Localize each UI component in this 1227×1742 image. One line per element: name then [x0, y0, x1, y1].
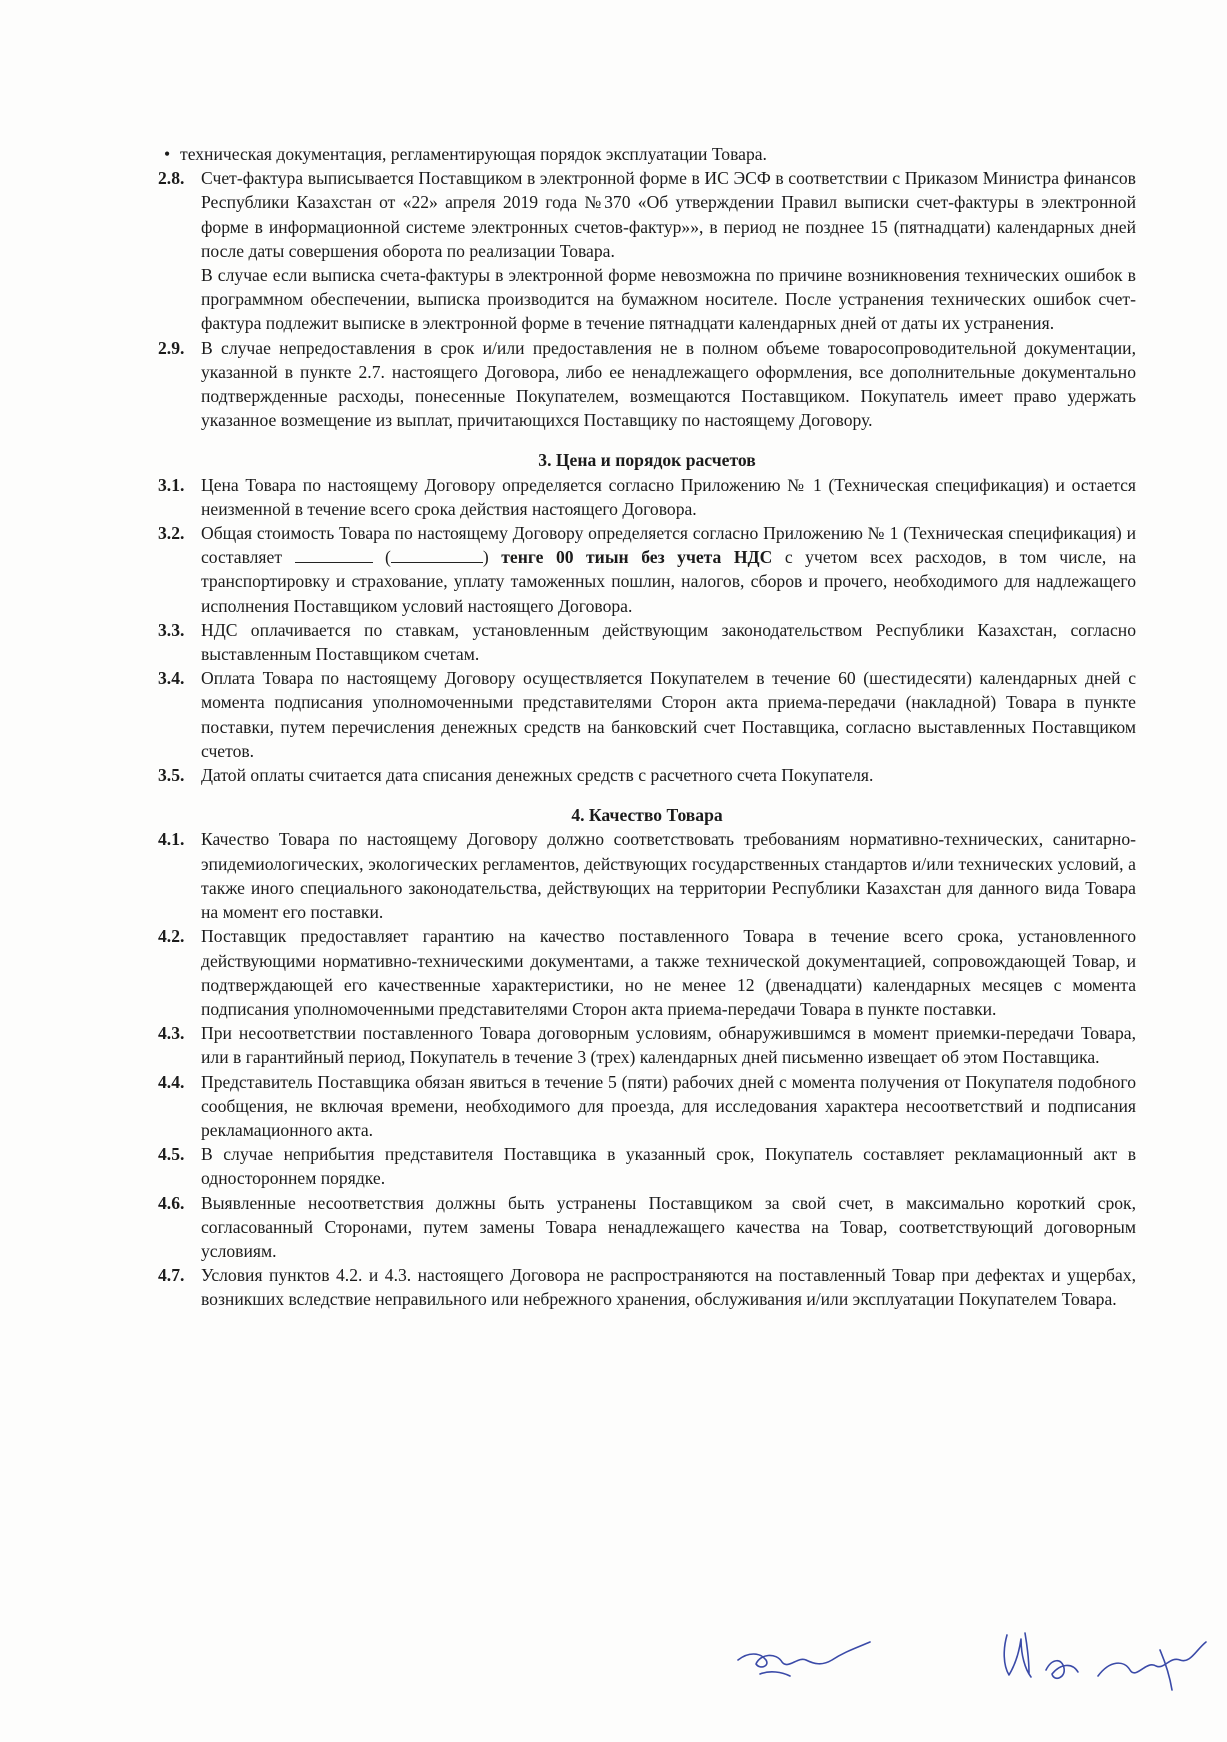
clause-number: 2.9. [158, 337, 185, 358]
signature-initials-right [1040, 1630, 1220, 1700]
clause-4-6 [158, 1191, 1136, 1264]
clause-text-after: с учетом всех расходов, в том числе, на транспортировку и страхование, уплату таможенных пошлин, налогов, сборов и прочего, необходимого для надлежащего исполнения Поставщиком условий настоящего Договора. [201, 547, 1137, 616]
section-title-4: 4. Качество Товара [571, 805, 723, 826]
clause-4-1 [158, 827, 1136, 924]
clause-number: 3.1. [158, 474, 185, 495]
clause-3-1 [158, 473, 1136, 521]
clause-2-9 [158, 336, 1136, 433]
clause-text: При несоответствии поставленного Товара договорным условиям, обнаружившимся в момент приемки-передачи Товара, или в гарантийный период, Покупатель в течение 3 (трех) календарных дней письменно извещает об этом Поставщика. [201, 1023, 1136, 1068]
close-paren: ) [482, 547, 489, 568]
clause-number: 2.8. [158, 168, 185, 189]
clause-text: Датой оплаты считается дата списания денежных средств с расчетного счета Покупателя. [201, 765, 874, 786]
clause-number: 4.7. [158, 1265, 185, 1286]
clause-text: Условия пунктов 4.2. и 4.3. настоящего Договора не распространяются на поставленный Товар при дефектах и ущербах, возникших вследствие неправильного или небрежного хранения, обслуживания и/или эксплуатации Покупателем Товара. [201, 1265, 1136, 1310]
clause-4-4 [158, 1070, 1136, 1143]
clause-text: Оплата Товара по настоящему Договору осуществляется Покупателем в течение 60 (шестидесяти) календарных дней с момента подписания уполномоченными представителями Сторон акта приема-передачи (накладной) Товара в пункте поставки, путем перечисления денежных средств на банковский счет Поставщика, согласно выставленных Поставщиком счетов. [201, 668, 1136, 761]
amount-blank [295, 548, 373, 563]
clause-4-7 [158, 1263, 1136, 1311]
clause-4-5 [158, 1142, 1136, 1190]
clause-text: Качество Товара по настоящему Договору должно соответствовать требованиям нормативно-технических, санитарно-эпидемиологических, экологических регламентов, действующих государственных стандартов и/или технических условий, а также иного специального законодательства, действующих на территории Республики Казахстан для данного вида Товара на момент его поставки. [201, 829, 1136, 923]
document-body [158, 142, 1136, 1312]
clause-3-3 [158, 618, 1136, 666]
bullet-item [158, 142, 1136, 166]
section-title-3: 3. Цена и порядок расчетов [538, 450, 756, 471]
signature-initials-left [730, 1630, 880, 1690]
clause-text [201, 521, 1136, 618]
clause-number: 3.2. [158, 523, 185, 544]
clause-number: 4.1. [158, 829, 185, 850]
amount-words-blank [391, 548, 483, 563]
clause-text: Выявленные несоответствия должны быть устранены Поставщиком за свой счет, в максимально короткий срок, согласованный Сторонами, путем замены Товара ненадлежащего качества на Товар, соответствующий договорным условиям. [201, 1192, 1136, 1261]
open-paren: ( [385, 547, 391, 568]
clause-text: В случае непредоставления в срок и/или предоставления не в полном объеме товаросопроводительной документации, указанной в пункте 2.7. настоящего Договора, либо ее ненадлежащего оформления, все дополнительные документально подтвержденные расходы, понесенные Покупателем, возмещаются Поставщиком. Покупатель имеет право удержать указанное возмещение из выплат, причитающихся Поставщику по настоящему Договору. [201, 337, 1136, 431]
clause-2-8 [158, 166, 1136, 335]
clause-text: НДС оплачивается по ставкам, установленным действующим законодательством Республики Казахстан, согласно выставленным Поставщиком счетам. [201, 619, 1136, 665]
bullet-icon: • [164, 144, 171, 164]
clause-3-4 [158, 666, 1136, 763]
clause-text: Поставщик предоставляет гарантию на качество поставленного Товара в течение всего срока, установленного действующими нормативно-техническими документами, а также технической документацией, сопровождающей Товар, и подтверждающей его качественные характеристики, но не менее 12 (двенадцати) календарных месяцев с момента подписания уполномоченными представителями Сторон акта приема-передачи Товара в пункте поставки. [201, 926, 1136, 1019]
clause-text-before: Общая стоимость Товара по настоящему Договору определяется согласно Приложению № 1 (Техническая спецификация) и составляет [201, 523, 1136, 568]
clause-number: 4.4. [158, 1071, 185, 1092]
clause-number: 3.5. [158, 765, 185, 786]
clause-number: 4.6. [158, 1192, 185, 1213]
clause-number: 3.3. [158, 619, 185, 640]
clause-4-3 [158, 1021, 1136, 1069]
clause-3-2 [158, 521, 1136, 618]
clause-text: В случае если выписка счета-фактуры в электронной форме невозможна по причине возникновения технических ошибок в программном обеспечении, выписка производится на бумажном носителе. После устранения технических ошибок счет-фактура подлежит выписке в электронной форме в течение пятнадцати календарных дней от даты их устранения. [201, 265, 1136, 334]
clause-text: Цена Товара по настоящему Договору определяется согласно Приложению № 1 (Техническая спецификация) и остается неизменной в течение всего срока действия настоящего Договора. [201, 474, 1136, 519]
clause-number: 4.2. [158, 926, 185, 947]
clause-text: В случае неприбытия представителя Поставщика в указанный срок, Покупатель составляет рекламационный акт в одностороннем порядке. [201, 1144, 1136, 1189]
clause-number: 3.4. [158, 668, 185, 689]
clause-text: Представитель Поставщика обязан явиться в течение 5 (пяти) рабочих дней с момента получения от Покупателя подобного сообщения, не включая времени, необходимого для проезда, для исследования характера несоответствий и подписания рекламационного акта. [201, 1071, 1136, 1140]
clause-number: 4.5. [158, 1144, 185, 1165]
clause-number: 4.3. [158, 1023, 185, 1044]
currency-vat-note: тенге 00 тиын без учета НДС [501, 547, 773, 568]
clause-text: Счет-фактура выписывается Поставщиком в электронной форме в ИС ЭСФ в соответствии с Приказом Министра финансов Республики Казахстан от «22» апреля 2019 года №370 «Об утверждении Правил выписки счет-фактуры в электронной форме в информационной системе электронных счетов-фактур»», в период не позднее 15 (пятнадцати) календарных дней после даты совершения оборота по реализации Товара. [201, 168, 1136, 261]
clause-3-5 [158, 763, 1136, 787]
bullet-text: техническая документация, регламентирующая порядок эксплуатации Товара. [180, 144, 767, 164]
clause-4-2 [158, 924, 1136, 1021]
